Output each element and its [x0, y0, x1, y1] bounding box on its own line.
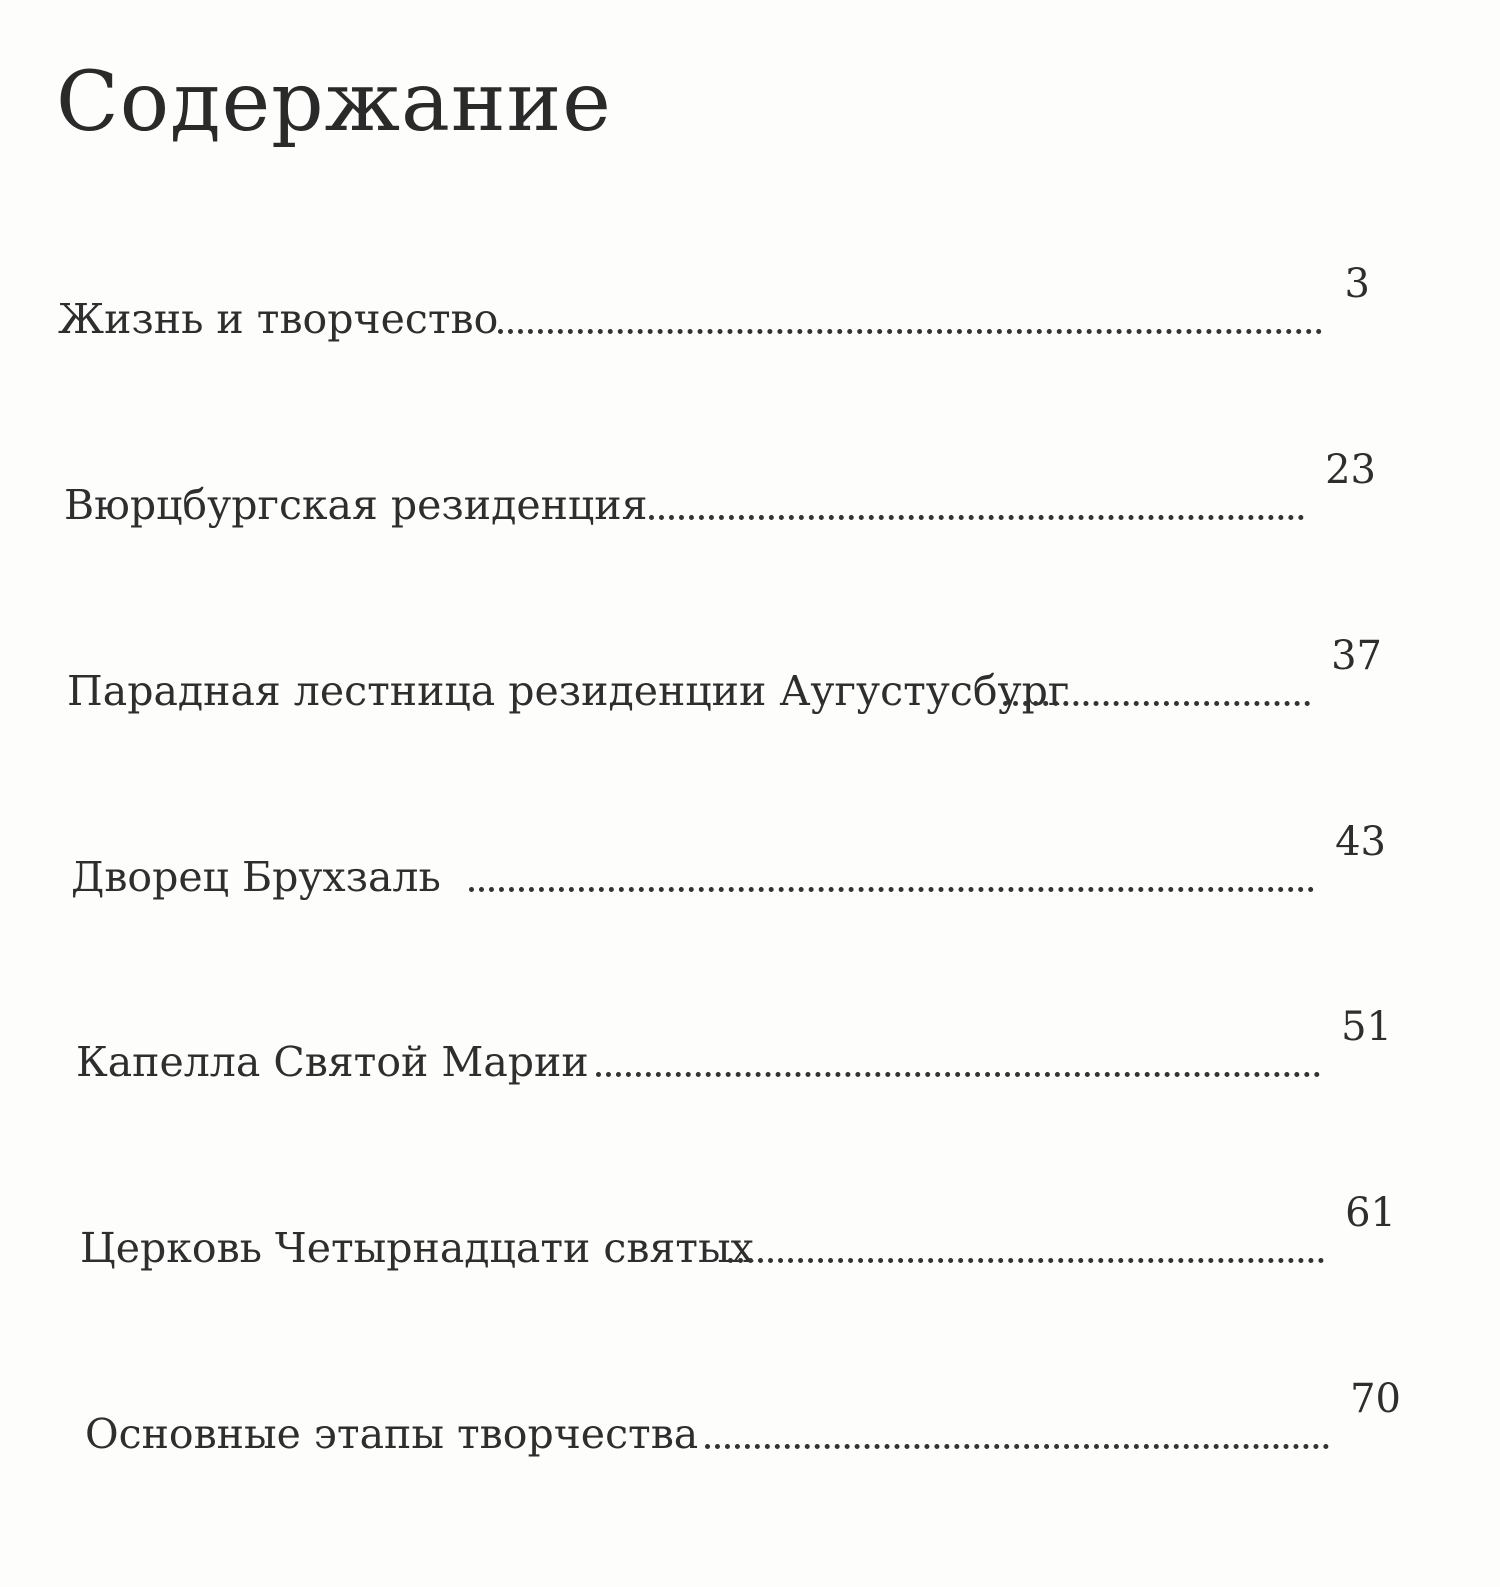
toc-entry[interactable]	[76, 1004, 1392, 1086]
toc-page-number: 23	[1325, 447, 1376, 493]
toc-page-number: 51	[1341, 1004, 1392, 1050]
toc-page-number: 43	[1335, 819, 1386, 865]
dot-leader	[649, 515, 1304, 520]
dot-leader	[469, 887, 1314, 892]
toc-entry[interactable]	[85, 1376, 1401, 1458]
dot-leader	[596, 1072, 1320, 1077]
dot-leader	[1003, 701, 1310, 706]
toc-entry[interactable]	[58, 261, 1370, 343]
dot-leader	[498, 329, 1322, 334]
toc-entry-title: Парадная лестница резиденции Аугустусбург	[67, 667, 1070, 715]
toc-entry-title: Вюрцбургская резиденция	[64, 481, 648, 529]
toc-page-number: 3	[1344, 261, 1370, 307]
toc-entry-title: Капелла Святой Марии	[76, 1038, 589, 1086]
toc-page-number: 37	[1331, 633, 1382, 679]
toc-page-number: 70	[1350, 1376, 1401, 1422]
toc-entry-title: Основные этапы творчества	[85, 1410, 699, 1458]
toc-entry[interactable]	[67, 633, 1382, 715]
toc-entry-title: Дворец Брухзаль	[71, 853, 441, 901]
toc-page-number: 61	[1345, 1190, 1396, 1236]
toc-entry[interactable]	[71, 819, 1386, 901]
dot-leader	[728, 1258, 1324, 1263]
toc-entry-title: Церковь Четырнадцати святых	[80, 1224, 754, 1272]
toc-entry[interactable]	[80, 1190, 1396, 1272]
dot-leader	[705, 1444, 1329, 1449]
page-title: Содержание	[56, 55, 612, 150]
toc-entry[interactable]	[64, 447, 1376, 529]
toc-entry-title: Жизнь и творчество	[58, 295, 499, 343]
